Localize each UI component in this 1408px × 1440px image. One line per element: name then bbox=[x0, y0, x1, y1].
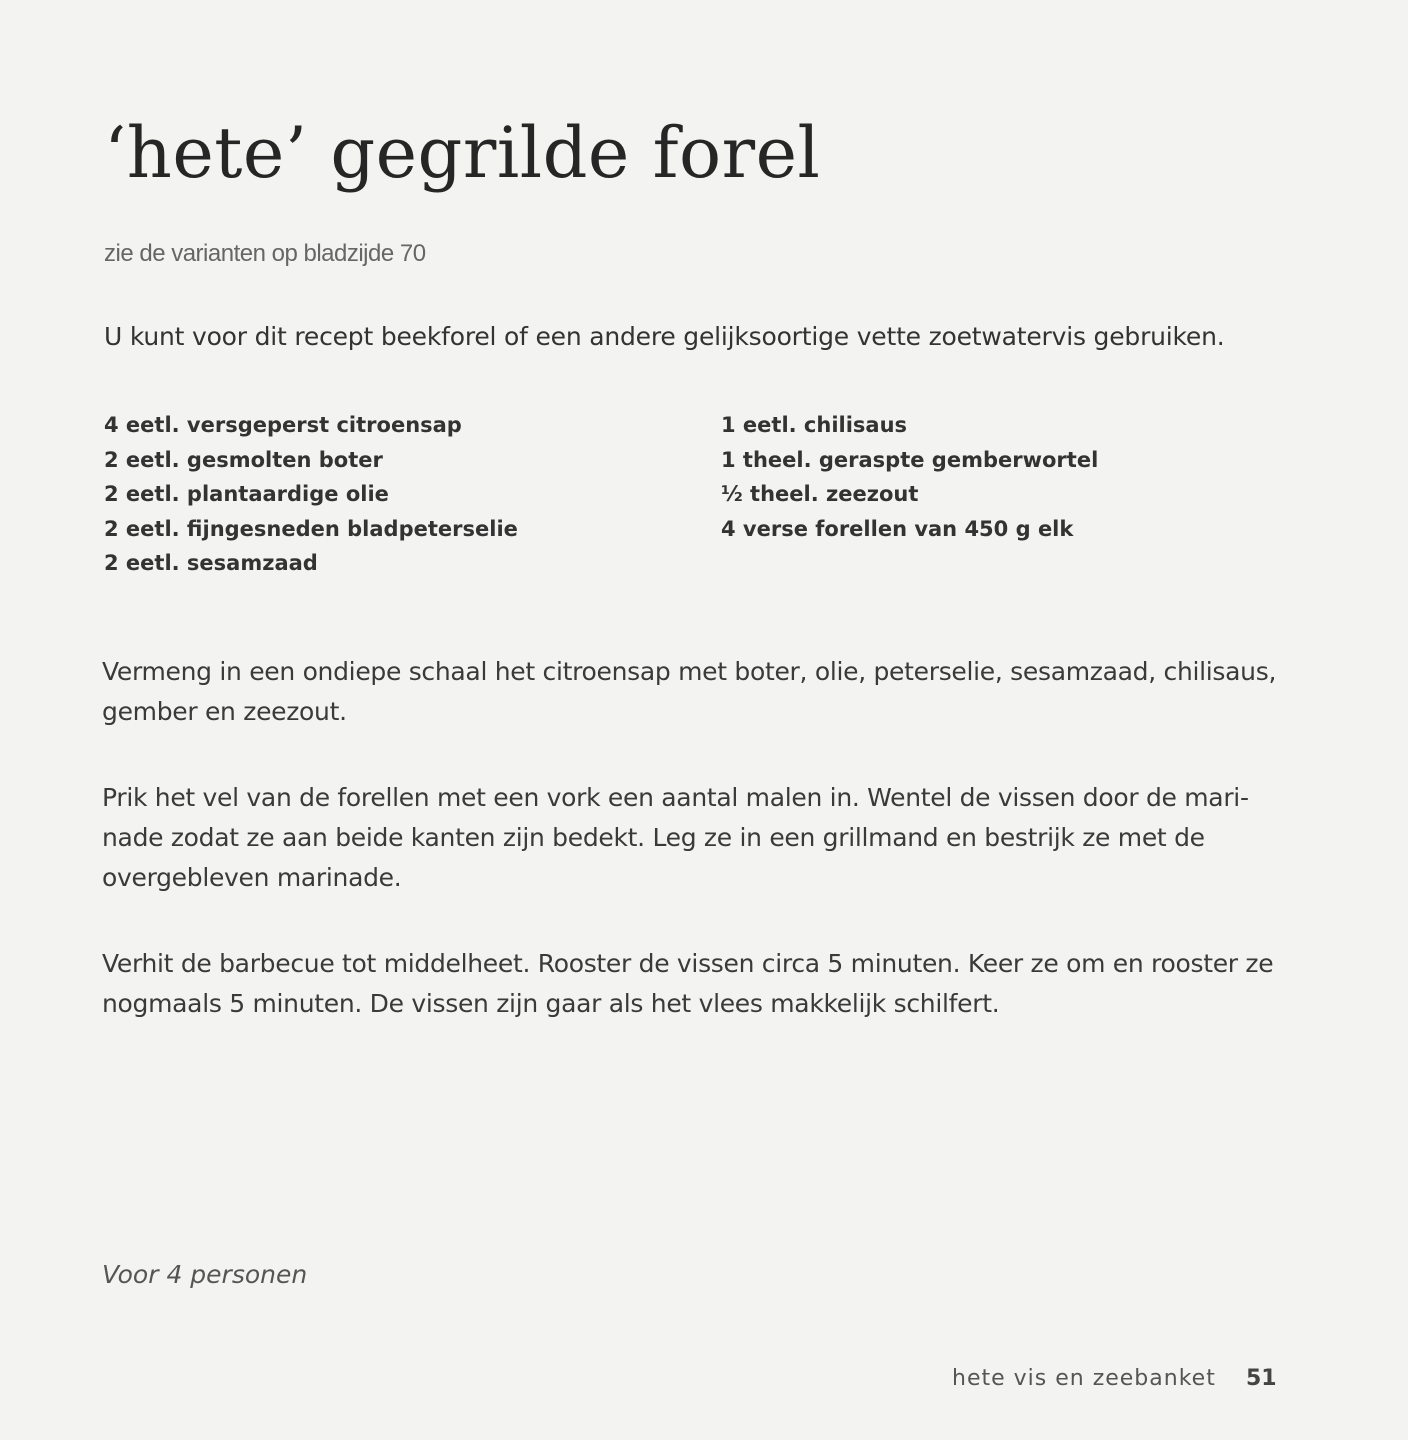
recipe-title: ‘hete’ gegrilde forel bbox=[104, 112, 821, 194]
ingredient: 4 verse forellen van 450 g elk bbox=[721, 516, 1074, 541]
footer-section: hete vis en zeebanket bbox=[952, 1366, 1216, 1391]
ingredient: ½ theel. zeezout bbox=[721, 482, 919, 506]
ingredients-left bbox=[104, 408, 518, 581]
ingredients-right bbox=[721, 408, 1098, 546]
ingredient: 1 eetl. chilisaus bbox=[721, 413, 908, 437]
servings: Voor 4 personen bbox=[102, 1260, 308, 1289]
paragraph-line: Verhit de barbecue tot middelheet. Rooster de vissen circa 5 minuten. Keer ze om en rooster ze bbox=[102, 949, 1274, 978]
paragraph-line: gember en zeezout. bbox=[102, 697, 347, 726]
paragraph-line: overgebleven marinade. bbox=[102, 863, 402, 892]
ingredient: 2 eetl. gesmolten boter bbox=[104, 447, 383, 472]
ingredient: 2 eetl. plantaardige olie bbox=[104, 482, 389, 506]
instruction-paragraph bbox=[102, 944, 1342, 1024]
ingredient: 1 theel. geraspte gemberwortel bbox=[721, 447, 1099, 472]
instruction-paragraph bbox=[102, 778, 1342, 898]
instruction-paragraph bbox=[102, 652, 1342, 732]
recipe-intro: U kunt voor dit recept beekforel of een andere gelijksoortige vette zoetwatervis gebruiken. bbox=[104, 322, 1225, 351]
paragraph-line: nogmaals 5 minuten. De vissen zijn gaar als het vlees makkelijk schilfert. bbox=[102, 989, 1000, 1018]
ingredient: 4 eetl. versgeperst citroensap bbox=[104, 413, 462, 437]
ingredient: 2 eetl. fijngesneden bladpeterselie bbox=[104, 516, 518, 541]
paragraph-line: nade zodat ze aan beide kanten zijn bedekt. Leg ze in een grillmand en bestrijk ze met de bbox=[102, 823, 1205, 852]
ingredient: 2 eetl. sesamzaad bbox=[104, 551, 318, 575]
recipe-subtitle: zie de varianten op bladzijde 70 bbox=[104, 240, 426, 267]
paragraph-line: Vermeng in een ondiepe schaal het citroensap met boter, olie, peterselie, sesamzaad, chilisaus, bbox=[102, 657, 1277, 686]
paragraph-line: Prik het vel van de forellen met een vork een aantal malen in. Wentel de vissen door de mari- bbox=[102, 783, 1249, 812]
page-number: 51 bbox=[1246, 1366, 1277, 1391]
